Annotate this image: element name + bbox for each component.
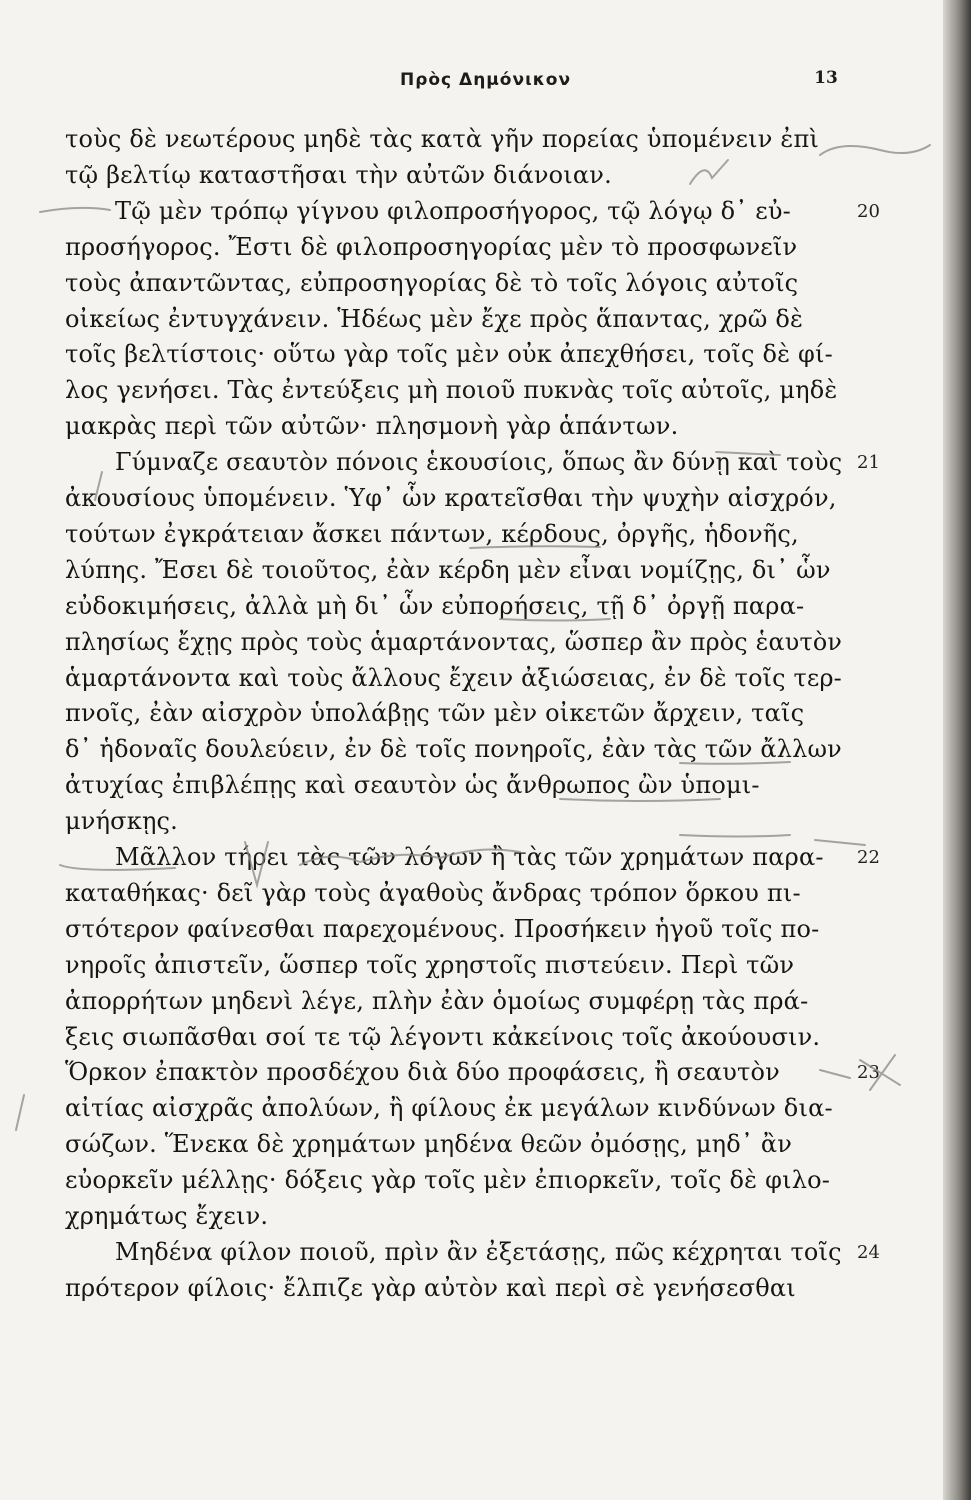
text-line: προσήγορος. Ἔστι δὲ φιλοπροσηγορίας μὲν τὸ προσφωνεῖν	[65, 232, 798, 261]
pencil-margin-line	[16, 1095, 24, 1130]
pencil-underline	[40, 208, 110, 212]
page-number: 13	[814, 68, 838, 88]
text-line: ξεις σιωπᾶσθαι σοί τε τῷ λέγοντι κἀκείνοις τοῖς ἀκούουσιν.	[65, 1022, 821, 1051]
text-line: νηροῖς ἀπιστεῖν, ὥσπερ τοῖς χρηστοῖς πιστεύειν. Περὶ τῶν	[65, 950, 795, 979]
text-line: δ᾽ ἡδοναῖς δουλεύειν, ἐν δὲ τοῖς πονηροῖς, ἐὰν τὰς τῶν ἄλλων	[65, 735, 842, 764]
text-line: χρημάτως ἔχειν.	[65, 1202, 269, 1230]
pencil-underline	[560, 799, 720, 801]
text-line: Μᾶλλον τήρει τὰς τῶν λόγων ἢ τὰς τῶν χρημάτων παρα-	[115, 843, 824, 871]
text-line: τούτων ἐγκράτειαν ἄσκει πάντων, κέρδους, ὀργῆς, ἡδονῆς,	[65, 519, 799, 548]
text-line: Μηδένα φίλον ποιοῦ, πρὶν ἂν ἐξετάσῃς, πῶς κέχρηται τοῖς	[115, 1237, 842, 1266]
text-line: πνοῖς, ἐὰν αἰσχρὸν ὑπολάβῃς τῶν μὲν οἰκετῶν ἄρχειν, ταῖς	[65, 699, 805, 728]
section-number: 22	[857, 847, 880, 868]
text-line: πρότερον φίλοις· ἔλπιζε γὰρ αὐτὸν καὶ περὶ σὲ γενήσεσθαι	[65, 1273, 796, 1302]
text-line: σώζων. Ἕνεκα δὲ χρημάτων μηδένα θεῶν ὀμόσῃς, μηδ᾽ ἂν	[65, 1130, 793, 1159]
text-line: Ὅρκον ἐπακτὸν προσδέχου διὰ δύο προφάσεις, ἢ σεαυτὸν	[65, 1058, 780, 1087]
section-number: 20	[857, 200, 880, 222]
text-line: λύπης. Ἔσει δὲ τοιοῦτος, ἐὰν κέρδη μὲν εἶναι νομίζῃς, δι᾽ ὧν	[65, 555, 831, 584]
text-line: ἀπορρήτων μηδενὶ λέγε, πλὴν ἐὰν ὁμοίως συμφέρῃ τὰς πρά-	[65, 986, 809, 1015]
text-line: μακρὰς περὶ τῶν αὐτῶν· πλησμονὴ γὰρ ἁπάντων.	[65, 412, 679, 441]
text-line: ἁμαρτάνοντα καὶ τοὺς ἄλλους ἔχειν ἀξιώσειας, ἐν δὲ τοῖς τερ-	[65, 663, 842, 692]
text-line: τοὺς δὲ νεωτέρους μηδὲ τὰς κατὰ γῆν πορείας ὑπομένειν ἐπὶ	[65, 125, 820, 153]
text-line: ἀκουσίους ὑπομένειν. Ὑφ᾽ ὧν κρατεῖσθαι τὴν ψυχὴν αἰσχρόν,	[65, 484, 837, 512]
text-line: μνήσκῃς.	[65, 807, 178, 836]
pencil-margin-scribble	[820, 145, 930, 155]
text-line: τῷ βελτίῳ καταστῆσαι τὴν αὐτῶν διάνοιαν.	[65, 160, 612, 189]
text-line: τοῖς βελτίστοις· οὕτω γὰρ τοῖς μὲν οὐκ ἀπεχθήσει, τοῖς δὲ φί-	[65, 340, 833, 369]
text-line: εὐορκεῖν μέλλῃς· δόξεις γὰρ τοῖς μὲν ἐπιορκεῖν, τοῖς δὲ φιλο-	[65, 1166, 831, 1195]
section-number: 23	[857, 1062, 880, 1084]
text-line: τοὺς ἀπαντῶντας, εὐπροσηγορίας δὲ τὸ τοῖς λόγοις αὐτοῖς	[65, 268, 799, 297]
section-number: 24	[857, 1241, 880, 1263]
text-line: ἀτυχίας ἐπιβλέπῃς καὶ σεαυτὸν ὡς ἄνθρωπος ὢν ὑπομι-	[65, 771, 760, 800]
text-line: καταθήκας· δεῖ γὰρ τοὺς ἀγαθοὺς ἄνδρας τρόπον ὅρκου πι-	[65, 878, 801, 907]
pencil-arrow	[820, 1070, 850, 1078]
pencil-underline	[680, 835, 790, 837]
text-line: πλησίως ἔχῃς πρὸς τοὺς ἁμαρτάνοντας, ὥσπερ ἂν πρὸς ἑαυτὸν	[65, 627, 842, 656]
text-line: εὐδοκιμήσεις, ἀλλὰ μὴ δι᾽ ὧν εὐπορήσεις, τῇ δ᾽ ὀργῇ παρα-	[65, 591, 805, 620]
pencil-check-mark	[690, 160, 728, 184]
text-line: οἰκείως ἐντυγχάνειν. Ἡδέως μὲν ἔχε πρὸς ἅπαντας, χρῶ δὲ	[65, 304, 804, 333]
section-number: 21	[857, 452, 880, 474]
text-line: αἰτίας αἰσχρᾶς ἀπολύων, ἢ φίλους ἐκ μεγάλων κινδύνων δια-	[65, 1094, 833, 1123]
text-line: Γύμναζε σεαυτὸν πόνοις ἑκουσίοις, ὅπως ἂν δύνῃ καὶ τοὺς	[115, 448, 843, 477]
text-line: λος γενήσει. Τὰς ἐντεύξεις μὴ ποιοῦ πυκνὰς τοῖς αὐτοῖς, μηδὲ	[65, 376, 838, 405]
text-line: Τῷ μὲν τρόπῳ γίγνου φιλοπροσήγορος, τῷ λόγῳ δ᾽ εὐ-	[115, 196, 791, 225]
text-line: στότερον φαίνεσθαι παρεχομένους. Προσήκειν ἡγοῦ τοῖς πο-	[65, 914, 820, 943]
page-edge-shadow	[943, 0, 971, 1500]
running-header-title: Πρὸς Δημόνικον	[399, 70, 572, 90]
